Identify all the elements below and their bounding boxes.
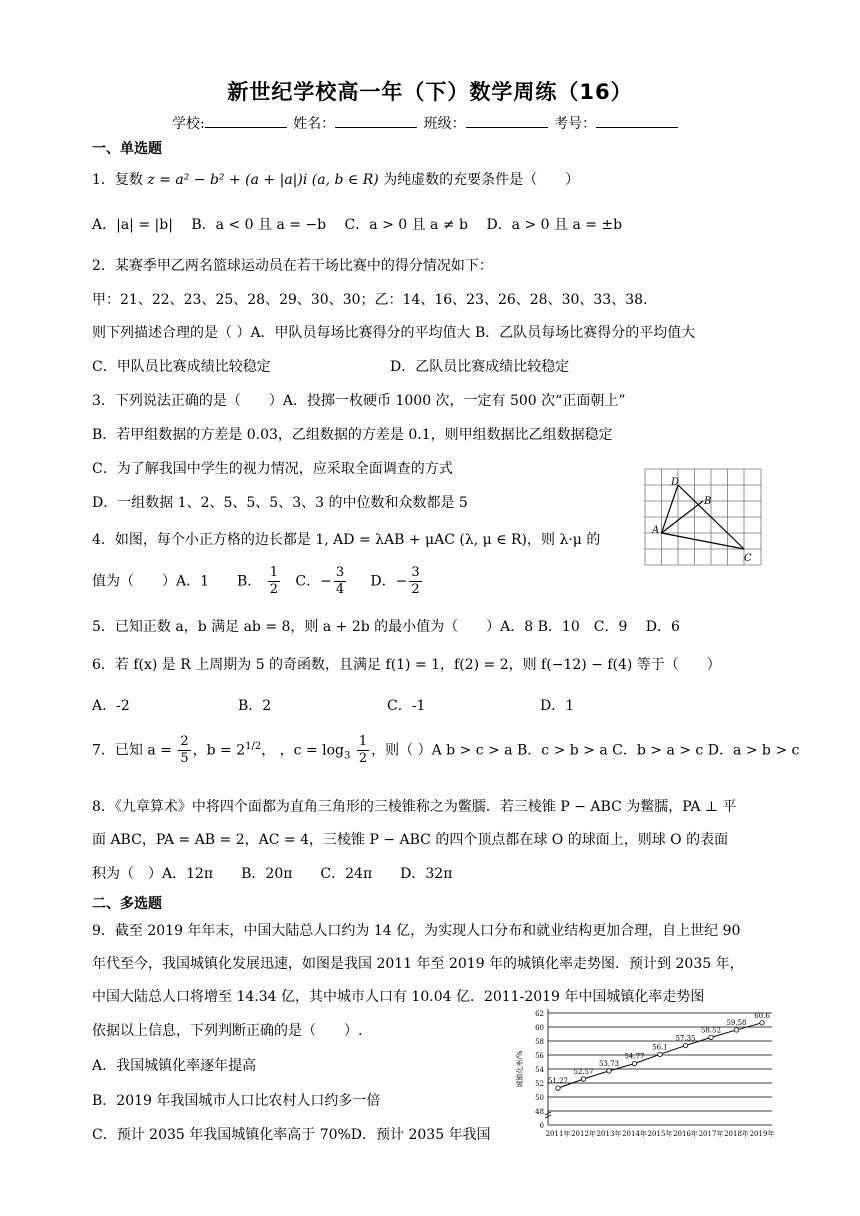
q4-option-d-fraction — [409, 565, 421, 598]
y-tick-label: 56 — [535, 1052, 544, 1060]
school-label: 学校: — [172, 116, 205, 132]
data-label: 56.1 — [652, 1043, 668, 1052]
q7-prefix: 7．已知 a = — [92, 742, 172, 759]
exam-no-label: 考号： — [554, 116, 597, 132]
question-2-stem: 2．某赛季甲乙两名篮球运动员在若干场比赛中的得分情况如下： — [92, 258, 493, 274]
y-tick-label: 60 — [535, 1024, 544, 1032]
data-point — [709, 1035, 713, 1039]
y-tick-label: 48 — [535, 1108, 544, 1116]
x-tick-label: 2015年 — [647, 1130, 673, 1138]
data-label: 58.52 — [700, 1026, 722, 1035]
q4-c-den: 4 — [335, 582, 345, 597]
question-1-options: A．|a| = |b| B．a < 0 且 a = −b C．a > 0 且 a ≠ b D．a > 0 且 a = ±b — [92, 217, 623, 233]
data-label: 53.73 — [598, 1059, 620, 1068]
data-label: 54.77 — [624, 1052, 645, 1061]
data-label: 57.35 — [675, 1034, 696, 1043]
question-7: 7．已知 a = $\frac{2}{5}$ ，$b = 2^{1/2}$， ，$c = \log_3$ $\frac{1}{2}$ ，则（ ）A b > c > a B．c > b > a C．b > a > c D．a > b > c — [92, 734, 800, 766]
q4-b-den: 2 — [269, 582, 279, 597]
question-6-stem: 6．若 f(x) 是 R 上周期为 5 的奇函数，且满足 f(1) = 1，f(2) = 2，则 f(−12) − f(4) 等于（ ） — [92, 657, 721, 673]
question-2-option-d: D．乙队员比赛成绩比较稳定 — [390, 359, 570, 375]
q1-prefix: 1．复数 — [92, 172, 143, 188]
question-8-line-1: 8．《九章算术》中将四个面都为直角三角形的三棱锥称之为鳖臑．若三棱锥 P − ABC 为鳖臑，PA ⊥ 平 — [92, 799, 737, 815]
y-tick-label: 54 — [535, 1066, 544, 1074]
q4-d-den: 2 — [411, 582, 420, 597]
q7-c-num: 1 — [358, 734, 368, 749]
y-tick-label: 52 — [535, 1080, 544, 1088]
data-label: 60.6 — [754, 1011, 770, 1020]
q1-suffix: 为纯虚数的充要条件是（ ） — [383, 172, 580, 188]
exam-no-blank[interactable] — [596, 115, 678, 128]
data-point — [683, 1043, 687, 1047]
question-4-options — [92, 565, 424, 598]
question-2-options-ab: 则下列描述合理的是（ ）A．甲队员每场比赛得分的平均值大 B．乙队员每场比赛得分的平均值大 — [92, 325, 696, 341]
x-tick-label: 2016年 — [673, 1130, 698, 1138]
q7-options: ，则（ ）A b > c > a B．c > b > a C．b > a > c D．a > b > c — [371, 742, 800, 759]
question-1-stem — [92, 169, 579, 189]
q4-c-num: 3 — [335, 565, 345, 580]
q1-formula: z = a² − b² + (a + |a|)i (a, b ∈ R) — [147, 172, 379, 188]
question-6-option-c: C．-1 — [387, 698, 426, 714]
point-b-label: B — [704, 496, 712, 507]
q7-c-part: ，c = log — [279, 742, 345, 759]
question-2-data: 甲：21、22、23、25、28、29、30、30；乙：14、16、23、26、28、30、33、38. — [92, 292, 648, 308]
question-9-line-2: 年代至今，我国城镇化发展迅速，如图是我国 2011 年至 2019 年的城镇化率走势图．预计到 2035 年， — [92, 956, 744, 972]
data-point — [760, 1021, 764, 1025]
question-8-line-3: 积为（ ）A．12π B．20π C．24π D．32π — [92, 866, 453, 882]
question-3-option-d: D．一组数据 1、2、5、5、5、3、3 的中位数和众数都是 5 — [92, 495, 468, 511]
question-5: 5．已知正数 a，b 满足 ab = 8，则 a + 2b 的最小值为（ ）A．8 B．10 C．9 D．6 — [92, 619, 680, 635]
q4-d-num: 3 — [411, 565, 420, 580]
data-point — [556, 1086, 560, 1090]
point-d-label: D — [671, 477, 680, 488]
q7-c-base: 3 — [344, 750, 351, 762]
question-9-line-1: 9．截至 2019 年年末，中国大陆总人口约为 14 亿，为实现人口分布和就业结构更加合理，自上世纪 90 — [92, 923, 741, 939]
question-9-option-c: C．预计 2035 年我国城镇化率高于 70%D．预计 2035 年我国 — [92, 1127, 491, 1143]
x-tick-label: 2011年 — [545, 1130, 571, 1138]
question-9-line-3: 中国大陆总人口将增至 14.34 亿，其中城市人口有 10.04 亿．2011-2019 年中国城镇化率走势图 — [92, 989, 705, 1005]
q7-a-den: 5 — [180, 751, 189, 766]
q4-option-b-fraction — [268, 565, 280, 598]
school-blank[interactable] — [205, 115, 287, 128]
vector-grid-figure — [643, 467, 763, 567]
x-tick-label: 2012年 — [571, 1130, 596, 1138]
data-label: 59.58 — [726, 1018, 747, 1027]
q7-b-exponent: 1/2 — [245, 740, 262, 752]
data-point — [658, 1052, 662, 1056]
question-9-option-a: A．我国城镇化率逐年提高 — [92, 1058, 257, 1074]
q4-options-start: 值为（ ）A．1 B． — [92, 573, 262, 590]
y-tick-label: 62 — [535, 1010, 544, 1018]
x-tick-label: 2013年 — [596, 1130, 622, 1138]
data-point — [734, 1028, 738, 1032]
name-label: 姓名： — [293, 116, 336, 132]
q7-a-num: 2 — [180, 734, 189, 749]
y-tick-label: 58 — [535, 1038, 544, 1046]
y-tick-label: 0 — [539, 1122, 544, 1130]
q7-a-fraction — [178, 734, 190, 767]
class-label: 班级： — [423, 116, 466, 132]
y-axis-label: 城镇化率/% — [516, 1050, 524, 1088]
q7-c-den: 2 — [358, 751, 368, 766]
question-4-stem: 4．如图，每个小正方格的边长都是 1, AD = λAB + μAC (λ, μ ∈ R)，则 λ·μ 的 — [92, 532, 601, 548]
q7-b-part: ，b = 2 — [192, 742, 246, 759]
name-blank[interactable] — [335, 115, 417, 128]
student-info-line — [172, 113, 680, 133]
question-2-option-c: C．甲队员比赛成绩比较稳定 — [92, 359, 271, 375]
urbanization-rate-chart — [510, 1005, 780, 1143]
question-6-option-a: A．-2 — [92, 698, 130, 714]
data-label: 51.27 — [547, 1077, 569, 1086]
data-point — [581, 1077, 585, 1081]
q4-option-c-fraction — [334, 565, 346, 598]
point-c-label: C — [744, 553, 752, 564]
data-label: 52.57 — [573, 1068, 594, 1077]
question-3-stem: 3．下列说法正确的是（ ）A．投掷一枚硬币 1000 次，一定有 500 次“正面朝上” — [92, 393, 626, 409]
question-3-option-c: C．为了解我国中学生的视力情况，应采取全面调查的方式 — [92, 461, 453, 477]
q4-option-c-label: C．− — [295, 573, 332, 590]
question-9-option-b: B．2019 年我国城市人口比农村人口约多一倍 — [92, 1093, 381, 1109]
question-6-option-d: D．1 — [540, 698, 575, 714]
page-title: 新世纪学校高一年（下）数学周练（16） — [227, 80, 633, 104]
question-3-option-b: B．若甲组数据的方差是 0.03，乙组数据的方差是 0.1，则甲组数据比乙组数据稳定 — [92, 427, 613, 443]
question-9-line-4: 依据以上信息，下列判断正确的是（ ）. — [92, 1023, 363, 1039]
section-multi-choice: 二、多选题 — [92, 896, 162, 912]
x-tick-label: 2017年 — [698, 1130, 724, 1138]
grid-lines — [645, 469, 761, 565]
question-6-option-b: B．2 — [238, 698, 272, 714]
data-point — [607, 1069, 611, 1073]
data-point — [632, 1061, 636, 1065]
y-tick-label: 50 — [535, 1094, 544, 1102]
q7-c-fraction — [357, 734, 369, 767]
q4-b-num: 1 — [269, 565, 279, 580]
class-blank[interactable] — [466, 115, 548, 128]
q4-option-d-label: D．− — [370, 573, 408, 590]
question-8-line-2: 面 ABC，PA = AB = 2，AC = 4，三棱锥 P − ABC 的四个顶点都在球 O 的球面上，则球 O 的表面 — [92, 832, 729, 848]
section-single-choice: 一、单选题 — [92, 141, 162, 157]
x-tick-label: 2019年 — [749, 1130, 775, 1138]
point-a-label: A — [652, 525, 660, 536]
x-tick-label: 2018年 — [724, 1130, 749, 1138]
x-tick-label: 2014年 — [622, 1130, 647, 1138]
